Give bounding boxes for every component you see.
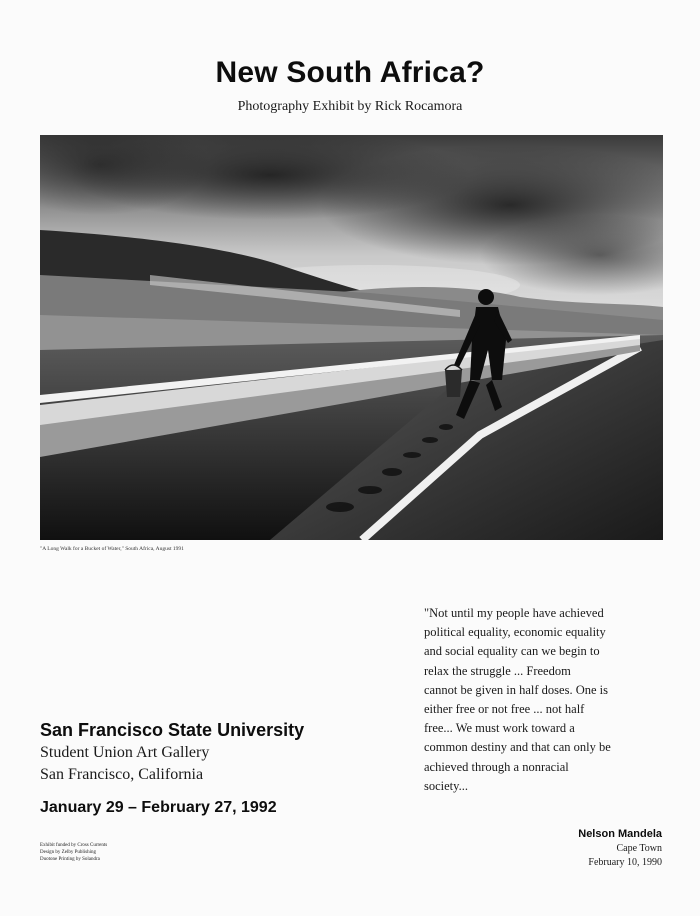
credit-line: Design by Zelby Publishing <box>40 850 96 855</box>
exhibit-photograph <box>40 135 663 540</box>
quote-line: cannot be given in half doses. One is <box>424 682 608 697</box>
quote-line: free... We must work toward a <box>424 721 575 736</box>
quote-attribution <box>578 826 662 870</box>
mandela-quote <box>424 604 669 796</box>
photograph-artwork <box>40 135 663 540</box>
attribution-place: Cape Town <box>616 843 662 854</box>
exhibit-dates: January 29 – February 27, 1992 <box>40 799 277 816</box>
credit-line: Exhibit funded by Cross Currents <box>40 843 108 848</box>
venue-gallery: Student Union Art Gallery <box>40 744 210 761</box>
quote-line: either free or not free ... not half <box>424 702 585 717</box>
attribution-author: Nelson Mandela <box>578 828 662 840</box>
photo-caption: "A Long Walk for a Bucket of Water," South Africa, August 1991 <box>40 546 184 552</box>
quote-line: common destiny and that can only be <box>424 740 611 755</box>
venue-city: San Francisco, California <box>40 766 204 783</box>
quote-line: "Not until my people have achieved <box>424 606 604 620</box>
poster-title: New South Africa? <box>215 56 485 89</box>
quote-line: and social equality can we begin to <box>424 644 600 659</box>
venue-name: San Francisco State University <box>40 720 305 740</box>
poster-subtitle: Photography Exhibit by Rick Rocamora <box>237 99 463 114</box>
credits-block <box>40 842 107 863</box>
quote-line: achieved through a nonracial <box>424 759 569 774</box>
credit-line: Duotone Printing by Solandra <box>40 857 100 862</box>
quote-line: society... <box>424 778 468 793</box>
quote-line: political equality, economic equality <box>424 625 606 640</box>
attribution-date: February 10, 1990 <box>588 857 662 868</box>
quote-line: relax the struggle ... Freedom <box>424 663 571 678</box>
